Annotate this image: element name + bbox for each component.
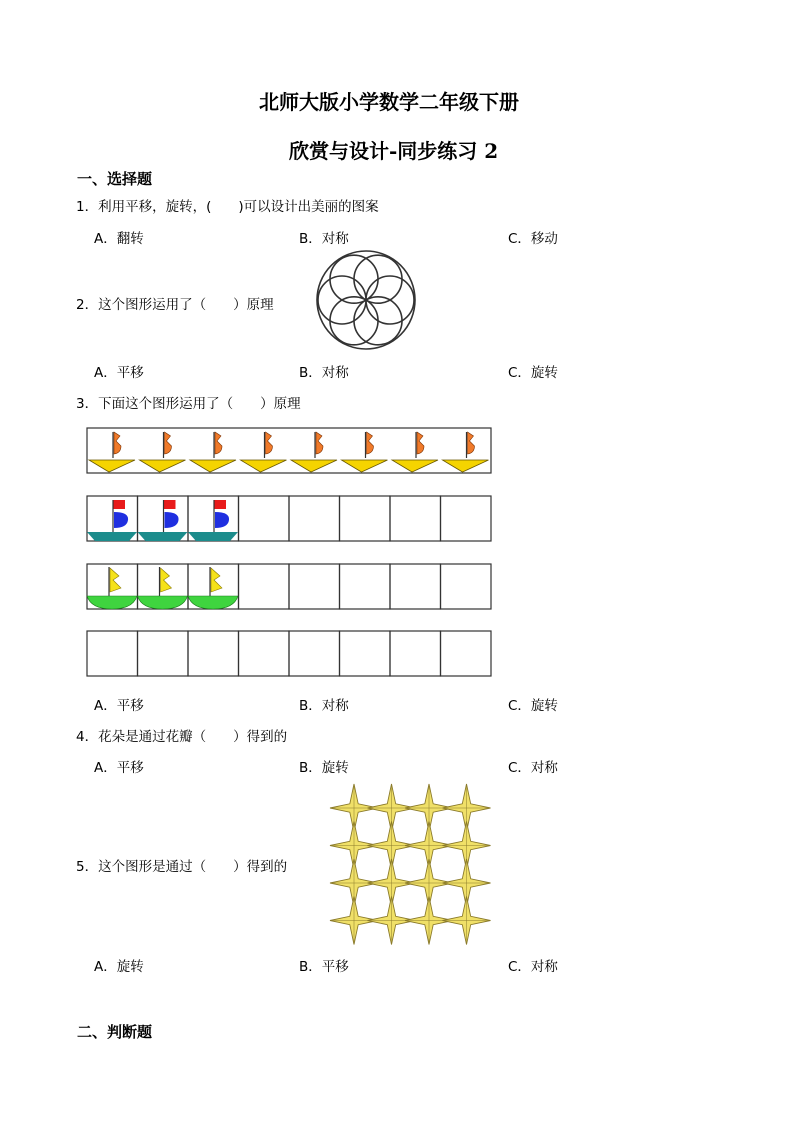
boat-flag-orange — [443, 432, 489, 472]
boat-flag-orange — [140, 432, 186, 472]
flower-circle-figure — [314, 248, 418, 352]
boat-blue-sail — [138, 500, 188, 541]
four-point-star — [443, 897, 491, 945]
strip-4-cell — [138, 631, 189, 676]
strip-2-cell — [239, 496, 290, 541]
q2-option-a[interactable]: A．平移 — [94, 365, 144, 381]
strip-3-cell — [340, 564, 391, 609]
strip-4-cell — [239, 631, 290, 676]
q1-option-c[interactable]: C．移动 — [508, 231, 558, 247]
q4-option-b[interactable]: B．旋转 — [299, 760, 349, 776]
boat-flag-orange — [342, 432, 388, 472]
strip-4-cell — [188, 631, 239, 676]
q3-option-c[interactable]: C．旋转 — [508, 698, 558, 714]
strip-4-cell — [340, 631, 391, 676]
strip-2-cell — [340, 496, 391, 541]
strip-3-cell — [289, 564, 340, 609]
strip-2-cell — [441, 496, 492, 541]
section-judge-heading: 二、判断题 — [77, 1023, 153, 1041]
q5-option-b[interactable]: B．平移 — [299, 959, 349, 975]
strip-3-cell — [390, 564, 441, 609]
q4-option-a[interactable]: A．平移 — [94, 760, 144, 776]
pattern-strips-figure — [84, 426, 494, 686]
q3-option-a[interactable]: A．平移 — [94, 698, 144, 714]
q2-option-b[interactable]: B．对称 — [299, 365, 349, 381]
strip-4-cell — [390, 631, 441, 676]
boat-blue-sail — [188, 500, 238, 541]
q1-option-a[interactable]: A．翻转 — [94, 231, 144, 247]
strip-3-cell — [239, 564, 290, 609]
question-4-text: 4．花朵是通过花瓣（ ）得到的 — [76, 729, 288, 745]
q2-option-c[interactable]: C．旋转 — [508, 365, 558, 381]
boat-flag-orange — [190, 432, 236, 472]
strip-3-cell — [441, 564, 492, 609]
page-subtitle: 欣赏与设计-同步练习 2 — [289, 139, 499, 163]
boat-blue-sail — [87, 500, 137, 541]
strip-4-cell — [441, 631, 492, 676]
boat-flag-orange — [291, 432, 337, 472]
question-3-text: 3．下面这个图形运用了（ ）原理 — [76, 396, 301, 412]
boat-flag-orange — [89, 432, 135, 472]
q4-option-c[interactable]: C．对称 — [508, 760, 558, 776]
q3-option-b[interactable]: B．对称 — [299, 698, 349, 714]
strip-4-cell — [87, 631, 138, 676]
q5-option-c[interactable]: C．对称 — [508, 959, 558, 975]
strip-1-frame — [87, 428, 491, 473]
boat-flag-orange — [241, 432, 287, 472]
q1-option-b[interactable]: B．对称 — [299, 231, 349, 247]
question-1-text: 1．利用平移，旋转，( )可以设计出美丽的图案 — [76, 199, 379, 215]
section-choice-heading: 一、选择题 — [77, 170, 153, 188]
q5-option-a[interactable]: A．旋转 — [94, 959, 144, 975]
boat-flag-orange — [392, 432, 438, 472]
question-2-text: 2．这个图形运用了（ ）原理 — [76, 297, 274, 313]
boat-yellow-sail — [87, 567, 137, 609]
strip-2-cell — [390, 496, 441, 541]
strip-2-cell — [289, 496, 340, 541]
star-tiling-figure — [334, 789, 490, 939]
question-5-text: 5．这个图形是通过（ ）得到的 — [76, 859, 288, 875]
boat-yellow-sail — [138, 567, 188, 609]
strip-4-cell — [289, 631, 340, 676]
page-title: 北师大版小学数学二年级下册 — [259, 90, 519, 114]
boat-yellow-sail — [188, 567, 238, 609]
